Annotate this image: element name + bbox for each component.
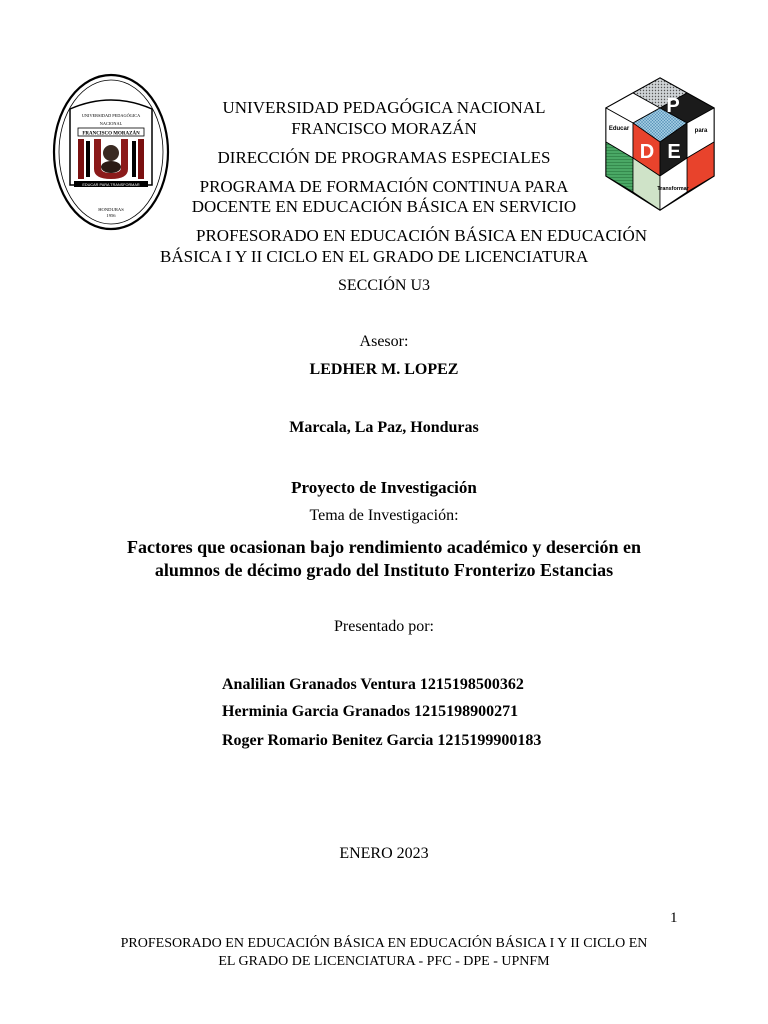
- program-line-1: PROGRAMA DE FORMACIÓN CONTINUA PARA: [199, 177, 569, 196]
- program-line-2: DOCENTE EN EDUCACIÓN BÁSICA EN SERVICIO: [191, 197, 577, 216]
- dpe-letter-e: E: [667, 141, 681, 163]
- location-text: Marcala, La Paz, Honduras: [289, 419, 479, 436]
- seal-arc-text: UNIVERSIDAD PEDAGÓGICA: [81, 113, 141, 118]
- dpe-letter-d: D: [639, 141, 655, 163]
- dpe-word-educar: Educar: [608, 126, 630, 132]
- seal-name-text: FRANCISCO MORAZÁN: [82, 131, 140, 137]
- page-number: 1: [670, 910, 678, 926]
- footer-line-2: EL GRADO DE LICENCIATURA - PFC - DPE - UPNFM: [218, 954, 550, 969]
- seal-year-text: 1956: [106, 213, 116, 218]
- advisor-name: LEDHER M. LOPEZ: [309, 361, 459, 378]
- author-3: Roger Romario Benitez Garcia 1215199900183: [222, 732, 542, 749]
- author-1: Analilian Granados Ventura 1215198500362: [222, 676, 524, 693]
- topic-label: Tema de Investigación:: [309, 507, 459, 524]
- project-title: Proyecto de Investigación: [291, 478, 477, 497]
- degree-line-2: BÁSICA I Y II CICLO EN EL GRADO DE LICENCIATURA: [160, 247, 589, 266]
- degree-line-1: PROFESORADO EN EDUCACIÓN BÁSICA EN EDUCACIÓN: [196, 226, 648, 245]
- dpe-letter-p: P: [666, 95, 680, 117]
- date-text: ENERO 2023: [339, 845, 429, 862]
- topic-line-2: alumnos de décimo grado del Instituto Fronterizo Estancias: [154, 560, 614, 580]
- seal-motto-text: EDUCAR PARA TRANSFORMAR: [82, 182, 140, 187]
- university-name-line-2: FRANCISCO MORAZÁN: [291, 119, 477, 138]
- author-2: Herminia Garcia Granados 1215198900271: [222, 703, 519, 720]
- seal-nacional-text: NACIONAL: [99, 121, 123, 126]
- dpe-word-para: para: [694, 128, 708, 134]
- footer-line-1: PROFESORADO EN EDUCACIÓN BÁSICA EN EDUCACIÓN BÁSICA I Y II CICLO EN: [120, 936, 648, 951]
- dpe-word-transformar: Transformar: [657, 186, 689, 192]
- direction-title: DIRECCIÓN DE PROGRAMAS ESPECIALES: [217, 148, 551, 167]
- university-name-line-1: UNIVERSIDAD PEDAGÓGICA NACIONAL: [222, 98, 546, 117]
- topic-line-1: Factores que ocasionan bajo rendimiento académico y deserción en: [127, 537, 641, 557]
- presented-by-label: Presentado por:: [334, 618, 434, 635]
- seal-country-text: HONDURAS: [98, 207, 124, 212]
- section-label: SECCIÓN U3: [337, 277, 430, 294]
- advisor-label: Asesor:: [359, 333, 409, 350]
